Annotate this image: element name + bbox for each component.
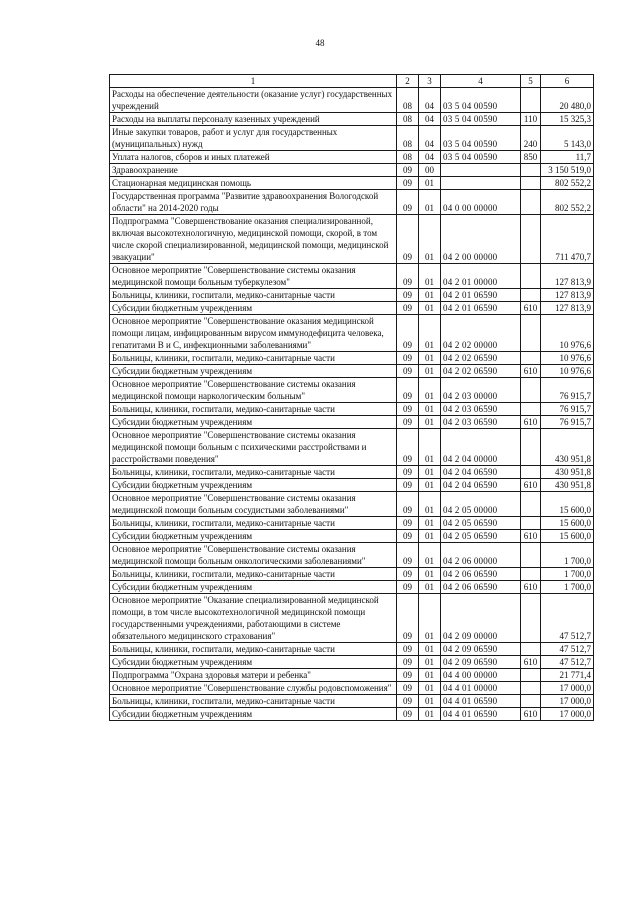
row-target-article xyxy=(441,164,521,177)
row-name: Больницы, клиники, госпитали, медико-санитарные части xyxy=(110,643,397,656)
row-subsection-code: 01 xyxy=(419,429,441,466)
row-section-code: 09 xyxy=(397,365,419,378)
row-name: Расходы на обеспечение деятельности (оказание услуг) государственных учреждений xyxy=(110,88,397,113)
table-row xyxy=(110,215,594,264)
row-expense-type xyxy=(521,215,541,264)
row-amount: 1 700,0 xyxy=(541,543,594,568)
row-expense-type xyxy=(521,682,541,695)
row-section-code: 09 xyxy=(397,492,419,517)
row-amount: 17 000,0 xyxy=(541,695,594,708)
row-target-article: 04 2 05 06590 xyxy=(441,530,521,543)
row-name: Основное мероприятие "Совершенствование системы оказания медицинской помощи больным туберкулезом" xyxy=(110,264,397,289)
row-section-code: 09 xyxy=(397,429,419,466)
row-section-code: 08 xyxy=(397,113,419,126)
row-amount: 802 552,2 xyxy=(541,177,594,190)
row-name: Больницы, клиники, госпитали, медико-санитарные части xyxy=(110,352,397,365)
row-subsection-code: 01 xyxy=(419,517,441,530)
row-amount: 1 700,0 xyxy=(541,568,594,581)
row-section-code: 09 xyxy=(397,352,419,365)
page-number: 48 xyxy=(315,38,325,48)
row-section-code: 09 xyxy=(397,543,419,568)
row-amount: 76 915,7 xyxy=(541,403,594,416)
row-target-article: 04 2 02 06590 xyxy=(441,352,521,365)
row-expense-type: 110 xyxy=(521,113,541,126)
row-target-article: 04 0 00 00000 xyxy=(441,190,521,215)
table-row xyxy=(110,315,594,352)
row-expense-type xyxy=(521,164,541,177)
row-name: Больницы, клиники, госпитали, медико-санитарные части xyxy=(110,517,397,530)
table-row xyxy=(110,352,594,365)
row-name: Государственная программа "Развитие здравоохранения Вологодской области" на 2014-2020 годы xyxy=(110,190,397,215)
row-section-code: 08 xyxy=(397,126,419,151)
row-expense-type: 610 xyxy=(521,581,541,594)
row-expense-type: 610 xyxy=(521,416,541,429)
row-amount: 430 951,8 xyxy=(541,466,594,479)
row-expense-type xyxy=(521,88,541,113)
header-col-pr: 3 xyxy=(419,75,441,88)
row-expense-type xyxy=(521,695,541,708)
row-subsection-code: 01 xyxy=(419,682,441,695)
table-row xyxy=(110,151,594,164)
row-section-code: 09 xyxy=(397,643,419,656)
budget-table xyxy=(109,74,594,721)
row-name: Иные закупки товаров, работ и услуг для государственных (муниципальных) нужд xyxy=(110,126,397,151)
row-name: Уплата налогов, сборов и иных платежей xyxy=(110,151,397,164)
row-expense-type: 610 xyxy=(521,479,541,492)
row-target-article: 04 2 04 06590 xyxy=(441,466,521,479)
row-expense-type: 610 xyxy=(521,708,541,721)
row-expense-type: 850 xyxy=(521,151,541,164)
header-col-name: 1 xyxy=(110,75,397,88)
row-name: Больницы, клиники, госпитали, медико-санитарные части xyxy=(110,289,397,302)
row-section-code: 09 xyxy=(397,403,419,416)
row-target-article: 04 2 04 06590 xyxy=(441,479,521,492)
header-col-amount: 6 xyxy=(541,75,594,88)
row-expense-type xyxy=(521,352,541,365)
row-subsection-code: 01 xyxy=(419,378,441,403)
row-amount: 21 771,4 xyxy=(541,669,594,682)
row-target-article: 04 2 04 00000 xyxy=(441,429,521,466)
row-expense-type: 610 xyxy=(521,656,541,669)
table-row xyxy=(110,126,594,151)
row-expense-type xyxy=(521,177,541,190)
table-row xyxy=(110,669,594,682)
row-subsection-code: 01 xyxy=(419,466,441,479)
row-name: Основное мероприятие "Совершенствование оказания медицинской помощи лицам, инфицированным вирусом иммунодефицита человека, гепатитами В и С, инфекционными заболеваниями" xyxy=(110,315,397,352)
row-target-article: 04 2 01 06590 xyxy=(441,289,521,302)
row-expense-type xyxy=(521,594,541,643)
row-name: Субсидии бюджетным учреждениям xyxy=(110,365,397,378)
table-row xyxy=(110,429,594,466)
row-section-code: 08 xyxy=(397,88,419,113)
row-expense-type xyxy=(521,543,541,568)
row-expense-type: 610 xyxy=(521,365,541,378)
row-name: Основное мероприятие "Совершенствование службы родовспоможения" xyxy=(110,682,397,695)
table-row xyxy=(110,177,594,190)
row-target-article: 04 2 01 06590 xyxy=(441,302,521,315)
row-section-code: 09 xyxy=(397,581,419,594)
table-row xyxy=(110,416,594,429)
row-name: Субсидии бюджетным учреждениям xyxy=(110,708,397,721)
row-subsection-code: 01 xyxy=(419,669,441,682)
table-row xyxy=(110,479,594,492)
row-target-article: 03 5 04 00590 xyxy=(441,126,521,151)
row-expense-type xyxy=(521,429,541,466)
row-amount: 127 813,9 xyxy=(541,289,594,302)
row-subsection-code: 01 xyxy=(419,416,441,429)
table-row xyxy=(110,517,594,530)
row-name: Больницы, клиники, госпитали, медико-санитарные части xyxy=(110,695,397,708)
row-expense-type xyxy=(521,643,541,656)
row-amount: 10 976,6 xyxy=(541,365,594,378)
table-row xyxy=(110,656,594,669)
table-row xyxy=(110,113,594,126)
header-col-rz: 2 xyxy=(397,75,419,88)
row-name: Подпрограмма "Охрана здоровья матери и ребенка" xyxy=(110,669,397,682)
row-target-article: 04 2 09 06590 xyxy=(441,656,521,669)
table-row xyxy=(110,568,594,581)
table-row xyxy=(110,302,594,315)
row-section-code: 09 xyxy=(397,302,419,315)
row-name: Расходы на выплаты персоналу казенных учреждений xyxy=(110,113,397,126)
row-amount: 430 951,8 xyxy=(541,479,594,492)
row-section-code: 09 xyxy=(397,416,419,429)
row-expense-type xyxy=(521,315,541,352)
row-target-article: 04 4 01 06590 xyxy=(441,708,521,721)
row-expense-type xyxy=(521,466,541,479)
row-amount: 47 512,7 xyxy=(541,594,594,643)
table-row xyxy=(110,365,594,378)
table-row xyxy=(110,543,594,568)
row-subsection-code: 04 xyxy=(419,151,441,164)
row-subsection-code: 01 xyxy=(419,643,441,656)
row-subsection-code: 00 xyxy=(419,164,441,177)
row-amount: 3 150 519,0 xyxy=(541,164,594,177)
table-row xyxy=(110,695,594,708)
row-subsection-code: 04 xyxy=(419,88,441,113)
row-target-article: 04 2 06 00000 xyxy=(441,543,521,568)
row-amount: 15 325,3 xyxy=(541,113,594,126)
table-row xyxy=(110,378,594,403)
row-amount: 15 600,0 xyxy=(541,530,594,543)
row-subsection-code: 01 xyxy=(419,492,441,517)
row-subsection-code: 01 xyxy=(419,403,441,416)
row-section-code: 09 xyxy=(397,315,419,352)
row-amount: 15 600,0 xyxy=(541,492,594,517)
row-target-article: 04 4 01 06590 xyxy=(441,695,521,708)
row-name: Основное мероприятие "Совершенствование системы оказания медицинской помощи больным онкологическими заболеваниями" xyxy=(110,543,397,568)
row-target-article: 04 2 00 00000 xyxy=(441,215,521,264)
row-expense-type xyxy=(521,492,541,517)
table-row xyxy=(110,643,594,656)
row-subsection-code: 01 xyxy=(419,352,441,365)
row-amount: 20 480,0 xyxy=(541,88,594,113)
row-expense-type xyxy=(521,378,541,403)
row-name: Субсидии бюджетным учреждениям xyxy=(110,656,397,669)
table-row xyxy=(110,289,594,302)
row-amount: 15 600,0 xyxy=(541,517,594,530)
table-row xyxy=(110,466,594,479)
row-name: Основное мероприятие "Оказание специализированной медицинской помощи, в том числе высокотехнологичной медицинской помощи государственными учреждениями, работающими в системе обязательного медицинского страхования" xyxy=(110,594,397,643)
row-section-code: 09 xyxy=(397,215,419,264)
row-section-code: 09 xyxy=(397,289,419,302)
table-row xyxy=(110,530,594,543)
row-subsection-code: 01 xyxy=(419,594,441,643)
row-amount: 47 512,7 xyxy=(541,643,594,656)
row-subsection-code: 01 xyxy=(419,656,441,669)
row-section-code: 09 xyxy=(397,177,419,190)
row-section-code: 09 xyxy=(397,479,419,492)
row-target-article: 04 4 00 00000 xyxy=(441,669,521,682)
row-expense-type xyxy=(521,517,541,530)
row-target-article: 04 2 09 06590 xyxy=(441,643,521,656)
row-subsection-code: 01 xyxy=(419,568,441,581)
row-amount: 17 000,0 xyxy=(541,708,594,721)
row-name: Больницы, клиники, госпитали, медико-санитарные части xyxy=(110,568,397,581)
row-target-article: 03 5 04 00590 xyxy=(441,113,521,126)
row-expense-type xyxy=(521,264,541,289)
row-subsection-code: 04 xyxy=(419,126,441,151)
row-section-code: 09 xyxy=(397,656,419,669)
table-row xyxy=(110,708,594,721)
table-body xyxy=(110,88,594,721)
row-expense-type xyxy=(521,669,541,682)
row-expense-type xyxy=(521,190,541,215)
row-section-code: 09 xyxy=(397,378,419,403)
row-amount: 10 976,6 xyxy=(541,352,594,365)
row-amount: 47 512,7 xyxy=(541,656,594,669)
row-target-article: 04 2 02 00000 xyxy=(441,315,521,352)
row-target-article: 04 2 02 06590 xyxy=(441,365,521,378)
row-section-code: 09 xyxy=(397,517,419,530)
row-amount: 17 000,0 xyxy=(541,682,594,695)
row-section-code: 09 xyxy=(397,594,419,643)
table-row xyxy=(110,581,594,594)
row-expense-type: 610 xyxy=(521,530,541,543)
row-name: Субсидии бюджетным учреждениям xyxy=(110,479,397,492)
table-row xyxy=(110,403,594,416)
row-subsection-code: 01 xyxy=(419,530,441,543)
row-expense-type xyxy=(521,568,541,581)
row-amount: 5 143,0 xyxy=(541,126,594,151)
row-target-article: 04 2 06 06590 xyxy=(441,581,521,594)
row-expense-type: 610 xyxy=(521,302,541,315)
row-subsection-code: 04 xyxy=(419,113,441,126)
row-subsection-code: 01 xyxy=(419,581,441,594)
header-col-vr: 5 xyxy=(521,75,541,88)
row-target-article: 04 2 05 06590 xyxy=(441,517,521,530)
header-col-csr: 4 xyxy=(441,75,521,88)
row-section-code: 09 xyxy=(397,708,419,721)
row-target-article: 04 2 06 06590 xyxy=(441,568,521,581)
row-target-article: 04 4 01 00000 xyxy=(441,682,521,695)
row-subsection-code: 01 xyxy=(419,695,441,708)
row-name: Субсидии бюджетным учреждениям xyxy=(110,530,397,543)
row-section-code: 09 xyxy=(397,682,419,695)
row-name: Субсидии бюджетным учреждениям xyxy=(110,302,397,315)
row-target-article: 04 2 03 06590 xyxy=(441,403,521,416)
row-section-code: 09 xyxy=(397,264,419,289)
table-row xyxy=(110,164,594,177)
row-amount: 430 951,8 xyxy=(541,429,594,466)
row-subsection-code: 01 xyxy=(419,708,441,721)
row-expense-type xyxy=(521,403,541,416)
row-subsection-code: 01 xyxy=(419,479,441,492)
row-section-code: 09 xyxy=(397,669,419,682)
row-section-code: 08 xyxy=(397,151,419,164)
row-amount: 10 976,6 xyxy=(541,315,594,352)
row-target-article: 04 2 09 00000 xyxy=(441,594,521,643)
row-section-code: 09 xyxy=(397,695,419,708)
row-section-code: 09 xyxy=(397,190,419,215)
row-target-article: 04 2 01 00000 xyxy=(441,264,521,289)
row-amount: 711 470,7 xyxy=(541,215,594,264)
table-header-row xyxy=(110,75,594,88)
row-target-article: 03 5 04 00590 xyxy=(441,151,521,164)
row-expense-type: 240 xyxy=(521,126,541,151)
row-subsection-code: 01 xyxy=(419,365,441,378)
row-amount: 127 813,9 xyxy=(541,264,594,289)
row-subsection-code: 01 xyxy=(419,177,441,190)
row-subsection-code: 01 xyxy=(419,190,441,215)
row-section-code: 09 xyxy=(397,466,419,479)
table-row xyxy=(110,682,594,695)
row-expense-type xyxy=(521,289,541,302)
row-name: Субсидии бюджетным учреждениям xyxy=(110,416,397,429)
row-amount: 127 813,9 xyxy=(541,302,594,315)
table-row xyxy=(110,190,594,215)
row-name: Стационарная медицинская помощь xyxy=(110,177,397,190)
row-name: Основное мероприятие "Совершенствование системы оказания медицинской помощи больным сосудистыми заболеваниями" xyxy=(110,492,397,517)
row-subsection-code: 01 xyxy=(419,289,441,302)
table-row xyxy=(110,492,594,517)
row-name: Основное мероприятие "Совершенствование системы оказания медицинской помощи наркологическим больным" xyxy=(110,378,397,403)
row-section-code: 09 xyxy=(397,164,419,177)
table-row xyxy=(110,264,594,289)
row-name: Основное мероприятие "Совершенствование системы оказания медицинской помощи больным с психическими расстройствами и расстройствами поведения" xyxy=(110,429,397,466)
row-subsection-code: 01 xyxy=(419,315,441,352)
row-subsection-code: 01 xyxy=(419,264,441,289)
table-row xyxy=(110,88,594,113)
row-amount: 802 552,2 xyxy=(541,190,594,215)
row-target-article: 04 2 03 06590 xyxy=(441,416,521,429)
row-amount: 76 915,7 xyxy=(541,378,594,403)
row-section-code: 09 xyxy=(397,530,419,543)
row-amount: 76 915,7 xyxy=(541,416,594,429)
table-row xyxy=(110,594,594,643)
row-name: Больницы, клиники, госпитали, медико-санитарные части xyxy=(110,403,397,416)
row-name: Подпрограмма "Совершенствование оказания специализированной, включая высокотехнологичную, медицинской помощи, скорой, в том числе скорой специализированной, медицинской помощи, медицинской эвакуации" xyxy=(110,215,397,264)
row-name: Больницы, клиники, госпитали, медико-санитарные части xyxy=(110,466,397,479)
row-subsection-code: 01 xyxy=(419,302,441,315)
row-subsection-code: 01 xyxy=(419,543,441,568)
row-amount: 1 700,0 xyxy=(541,581,594,594)
row-name: Субсидии бюджетным учреждениям xyxy=(110,581,397,594)
row-amount: 11,7 xyxy=(541,151,594,164)
row-subsection-code: 01 xyxy=(419,215,441,264)
row-target-article: 04 2 05 00000 xyxy=(441,492,521,517)
row-target-article: 04 2 03 00000 xyxy=(441,378,521,403)
row-section-code: 09 xyxy=(397,568,419,581)
row-target-article: 03 5 04 00590 xyxy=(441,88,521,113)
row-name: Здравоохранение xyxy=(110,164,397,177)
row-target-article xyxy=(441,177,521,190)
